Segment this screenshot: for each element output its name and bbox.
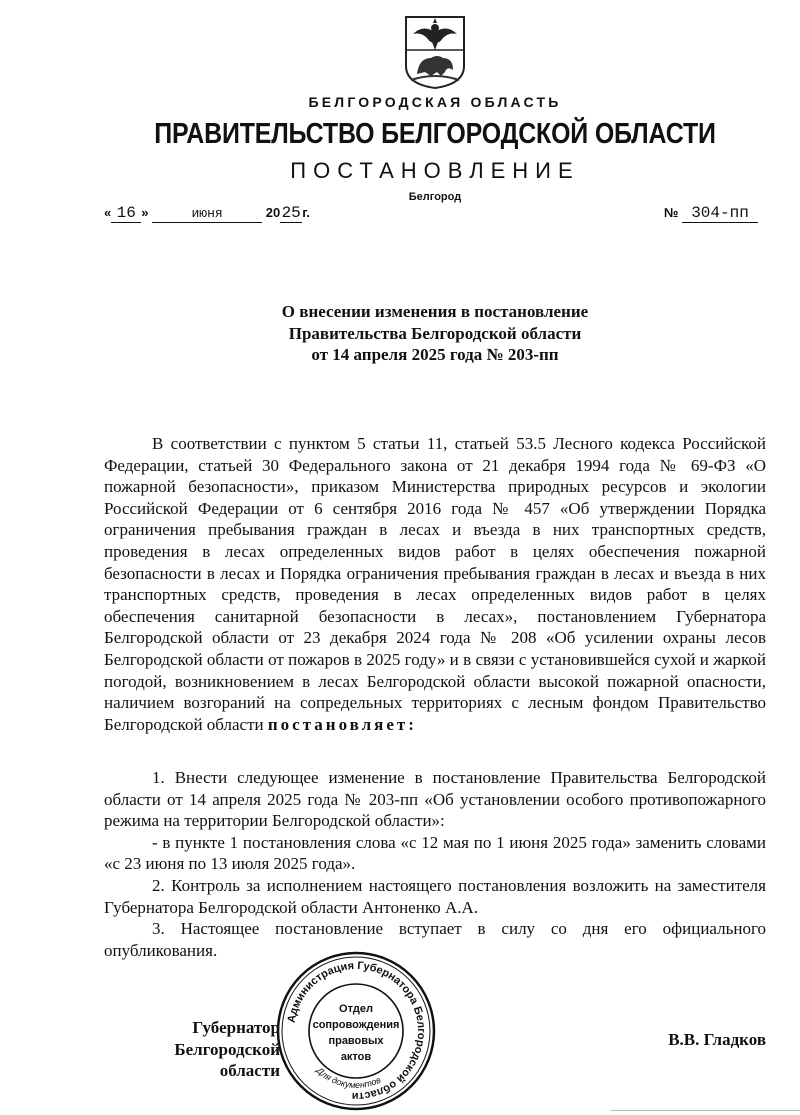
- signer-title-line-2: Белгородской области: [174, 1039, 280, 1080]
- resolution-items: [104, 767, 766, 961]
- item-1-subitem: - в пункте 1 постановления слова «с 12 мая по 1 июня 2025 года» заменить словами «с 23 июня по 13 июля 2025 года».: [104, 832, 766, 874]
- date-day: 16: [111, 205, 141, 223]
- region-name: БЕЛГОРОДСКАЯ ОБЛАСТЬ: [308, 94, 562, 110]
- resolves-colon: :: [408, 714, 414, 734]
- document-number: [664, 205, 758, 223]
- document-type: ПОСТАНОВЛЕНИЕ: [290, 158, 580, 183]
- stamp-outer-text: Администрация Губернатора Белгородской области: [285, 959, 428, 1103]
- number-label: №: [663, 205, 679, 220]
- official-stamp: [275, 950, 437, 1112]
- city-name: Белгород: [408, 191, 462, 203]
- item-1: 1. Внести следующее изменение в постановление Правительства Белгородской области от 14 апреля 2025 года № 203-пп «Об установлении особого противопожарного режима на территории Белгородской области»:: [104, 768, 766, 831]
- signer-title-line-1: Губернатор: [192, 1018, 280, 1037]
- coat-of-arms-icon: [403, 14, 467, 90]
- document-date: [104, 205, 310, 223]
- signer-title: [110, 1017, 280, 1082]
- signer-name: В.В. Гладков: [668, 1030, 766, 1049]
- stamp-center-line-4: актов: [340, 1051, 372, 1063]
- date-year-prefix: 20: [265, 205, 281, 220]
- item-3: 3. Настоящее постановление вступает в силу со дня его официального опубликования.: [104, 919, 766, 960]
- preamble-text: В соответствии с пунктом 5 статьи 11, статьей 53.5 Лесного кодекса Российской Федерации, статьей 30 Федерального закона от 21 декабря 1994 года № 69-ФЗ «О пожарной безопасности», приказом Министерства природных ресурсов и экологии Российской Федерации от 6 сентября 2016 года № 457 «Об утверждении Порядка ограничения пребывания граждан в лесах и въезда в них транспортных средств, проведения в лесах определенных видов работ в целях обеспечения пожарной безопасности в лесах и Порядка ограничения пребывания граждан в лесах и въезда в них транспортных средств, проведения в лесах определенных видов работ в целях обеспечения санитарной безопасности в лесах», постановлением Губернатора Белгородской области от 23 декабря 2024 года № 208 «Об усилении охраны лесов Белгородской области от пожаров в 2025 году» и в связи с установившейся сухой и жаркой погодой, возникновением в лесах Белгородской области высокой пожарной опасности, наличием возгораний на сопредельных территориях с лесным фондом Правительство Белгородской области: [104, 434, 766, 734]
- footer-rule: [610, 1110, 800, 1111]
- date-open-quote: «: [104, 205, 112, 220]
- date-year-mark: г.: [302, 205, 310, 220]
- government-title: ПРАВИТЕЛЬСТВО БЕЛГОРОДСКОЙ ОБЛАСТИ: [154, 118, 716, 150]
- document-title: [0, 301, 800, 366]
- stamp-center-line-1: Отдел: [339, 1003, 373, 1015]
- preamble-paragraph: [104, 433, 766, 735]
- title-line-3: от 14 апреля 2025 года № 203-пп: [311, 345, 559, 364]
- stamp-center-line-3: правовых: [328, 1035, 384, 1047]
- item-2: 2. Контроль за исполнением настоящего постановления возложить на заместителя Губернатора Белгородской области Антоненко А.А.: [104, 875, 766, 917]
- title-line-1: О внесении изменения в постановление: [281, 302, 589, 321]
- title-line-2: Правительства Белгородской области: [288, 323, 582, 343]
- date-month: июня: [152, 205, 262, 223]
- stamp-center-line-2: сопровождения: [312, 1019, 400, 1031]
- resolves-word: постановляет: [267, 714, 409, 734]
- date-close-quote: »: [141, 205, 149, 220]
- date-year-suffix: 25: [281, 204, 301, 222]
- number-value: 304-пп: [682, 205, 758, 223]
- stamp-bottom-text: Для документов: [314, 1065, 383, 1090]
